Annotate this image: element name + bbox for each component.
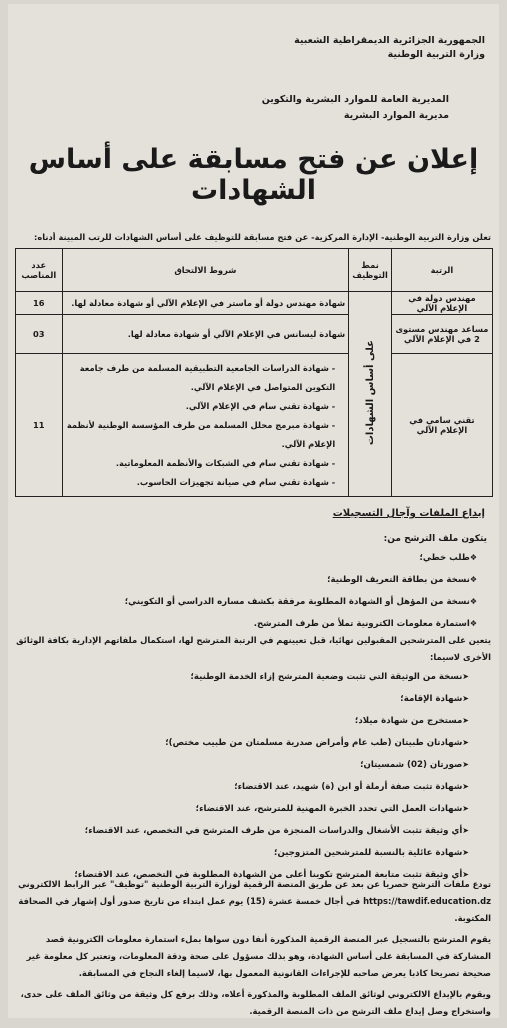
intro-text: تعلن وزارة التربية الوطنية- الإدارة المركزية- عن فتح مسابقة للتوظيف على أساس الشهادات للرتب المبينة أدناه: [34,232,491,242]
documents-list [14,666,491,886]
deposit-text [14,876,491,927]
positions-cell: 03 [16,315,63,354]
deposit-text-1: تودع ملفات الترشح حصريا عن بعد عن طريق المنصة الرقمية لوزارة التربية الوطنية "توظيف" عبر الرابط الالكتروني [18,879,491,889]
positions-cell: 16 [16,292,63,315]
mode-cell [349,292,392,497]
condition-text: شهادة مهندس دولة أو ماستر في الإعلام الآلي أو شهادة معادلة لها. [71,298,346,308]
table-row [16,354,493,497]
positions-cell: 11 [16,354,63,497]
republic-name: الجمهورية الجزائرية الديمقراطية الشعبية [294,35,485,46]
accepted-note [14,632,491,670]
mode-value: على أساس الشهادات [364,340,376,446]
condition-text: - شهادة تقني سام في صيانة تجهيزات الحاسوب. [66,473,336,492]
accepted-note-text: يتعين على المترشحين المقبولين نهائيا، قبل تعيينهم في الرتبة المترشح لها، استكمال ملفاتهم الإدارية بكافة الوثائق الأخرى لاسيما: [16,635,491,662]
list-item: ➤ شهادة الإقامة؛ [14,688,491,710]
rank-cell: تقني سامي في الإعلام الآلي [391,354,492,497]
list-item: ❖ طلب خطي؛ [14,547,491,569]
list-item: ➤ نسخة من الوثيقة التي تثبت وضعية المترشح إزاء الخدمة الوطنية؛ [14,666,491,688]
positions-table [15,248,493,497]
deposit-paragraph [14,876,491,1024]
announcement-page [8,4,499,1018]
table-row [16,315,493,354]
conditions-list [66,359,346,492]
list-item: ➤ شهادات العمل التي تحدد الخبرة المهنية للمترشح، عند الاقتضاء؛ [14,798,491,820]
list-item: ➤ شهادة عائلية بالنسبة للمترشحين المتزوجين؛ [14,842,491,864]
list-item: ➤ مستخرج من شهادة ميلاد؛ [14,710,491,732]
header-positions: عدد المناصب [16,249,63,292]
ministry-name: وزارة التربية الوطنية [387,49,485,60]
table-row [16,292,493,315]
filing-subheading: يتكون ملف الترشح من: [383,534,487,544]
deposit-text-2: في أجال خمسة عشرة (15) يوم عمل ابتداء من تاريخ صدور أول إشهار في الصحافة المكتوبة. [18,896,491,923]
condition-text: - شهادة تقني سام في الشبكات والأنظمة المعلوماتية. [66,454,336,473]
candidate-text-1: يقوم المترشح بالتسجيل عبر المنصة الرقمية المذكورة أنفا دون سواها بملء استمارة معلومات الكترونية قصد المشاركة في المسابقة على أساس الشهادة، وهو بذلك مسؤول على صحة ودقة المعلومات، وتعتبر كل معلومة غير صحيحة تصريحا كاذبا يعرض صاحبه للإجراءات القانونية المعمول بها، لاسيما إلغاء النجاح في المسابقة. [26,934,491,978]
condition-text: - شهادة مبرمج محلل المسلمة من طرف المؤسسة الوطنية لأنظمة الإعلام الآلي. [66,416,336,454]
directorate-name: مديرية الموارد البشرية [343,110,449,121]
platform-link[interactable]: https://tawdif.education.dz [363,896,491,906]
table-header-row [16,249,493,292]
list-item: ❖ نسخة من المؤهل أو الشهادة المطلوبة مرفقة بكشف مساره الدراسي أو التكويني؛ [14,591,491,613]
header-block [294,34,485,62]
condition-text: - شهادة الدراسات الجامعية التطبيقية المسلمة من طرف جامعة التكوين المتواصل في الإعلام الآلي. [66,359,336,397]
conditions-cell [62,292,349,315]
condition-text: شهادة ليسانس في الإعلام الآلي أو شهادة معادلة لها. [127,329,346,339]
header-conditions: شروط الالتحاق [62,249,349,292]
candidate-text-2: ويقوم بالإيداع الالكتروني لوثائق الملف المطلوبة والمذكورة أعلاه، وذلك برفع كل وثيقة من وثائق الملف على حدى، واستخراج وصل إيداع ملف الترشح من ذات المنصة الرقمية. [20,989,491,1016]
list-item: ➤ أي وثيقة تثبت متابعة المترشح تكوينا أعلى من الشهادة المطلوبة في التخصص، عند الاقتضاء؛ [14,864,491,886]
rank-cell: مهندس دولة في الإعلام الآلي [391,292,492,315]
directorate-block [262,92,449,124]
filing-items [14,547,491,635]
rank-cell: مساعد مهندس مستوى 2 في الإعلام الآلي [391,315,492,354]
list-item: ➤ شهادتان طبيتان (طب عام وأمراض صدرية مسلمتان من طبيب مختص)؛ [14,732,491,754]
condition-text: - شهادة تقني سام في الإعلام الآلي. [66,397,336,416]
page-title: إعلان عن فتح مسابقة على أساس الشهادات [28,144,479,206]
header-mode: نمط التوظيف [349,249,392,292]
directorate-general-name: المديرية العامة للموارد البشرية والتكوين [261,94,449,105]
list-item: ➤ صورتان (02) شمسيتان؛ [14,754,491,776]
conditions-cell [62,354,349,497]
list-item: ➤ أي وثيقة تثبت الأشغال والدراسات المنجزة من طرف المترشح في التخصص، عند الاقتضاء؛ [14,820,491,842]
conditions-cell [62,315,349,354]
list-item: ➤ شهادة تثبت صفة أرملة أو ابن (ة) شهيد، عند الاقتضاء؛ [14,776,491,798]
filing-heading: إيداع الملفات وآجال التسجيلات [332,508,485,519]
list-item: ❖ نسخة من بطاقة التعريف الوطنية؛ [14,569,491,591]
header-rank: الرتبة [391,249,492,292]
list-item: ❖ استمارة معلومات الكترونية تملأ من طرف المترشح. [14,613,491,635]
